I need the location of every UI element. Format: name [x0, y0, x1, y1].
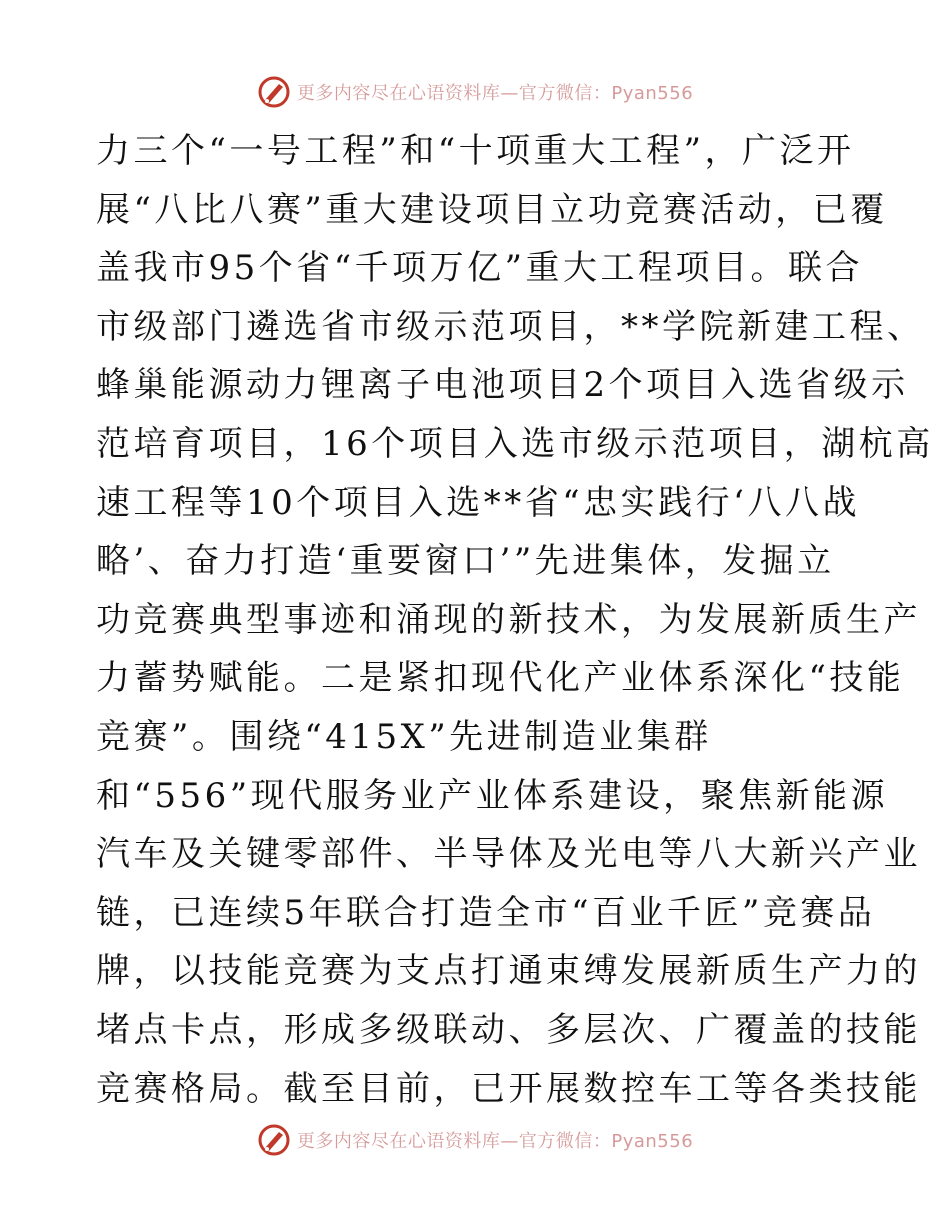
- header-watermark: [0, 72, 950, 112]
- pen-seal-logo-icon: [257, 75, 291, 109]
- body-line: 功竞赛典型事迹和涌现的新技术，为发展新质生产: [96, 599, 921, 640]
- body-line: 链，已连续5年联合打造全市“百业千匠”竞赛品: [96, 892, 876, 933]
- body-line: 和“556”现代服务业产业体系建设，聚焦新能源: [96, 775, 889, 816]
- body-line: 汽车及关键零部件、半导体及光电等八大新兴产业: [96, 834, 921, 875]
- body-line: 牌，以技能竞赛为支点打通束缚发展新质生产力的: [96, 951, 921, 992]
- document-body: [96, 122, 934, 1118]
- body-line: 蜂巢能源动力锂离子电池项目2个项目入选省级示: [96, 365, 909, 406]
- body-line: 竞赛格局。截至目前，已开展数控车工等各类技能: [96, 1068, 921, 1109]
- body-line: 竞赛”。围绕“415X”先进制造业集群: [96, 716, 712, 757]
- header-watermark-text: 更多内容尽在心语资料库—官方微信：Pyan556: [296, 83, 694, 104]
- body-line: 范培育项目，16个项目入选市级示范项目，湖杭高: [96, 423, 934, 464]
- body-line: 力蓄势赋能。二是紧扣现代化产业体系深化“技能: [96, 658, 905, 699]
- body-line: 速工程等10个项目入选**省“忠实践行‘八八战: [96, 482, 860, 523]
- body-line: 略’、奋力打造‘重要窗口’”先进集体，发掘立: [96, 541, 835, 582]
- footer-watermark: [0, 1120, 950, 1160]
- body-line: 力三个“一号工程”和“十项重大工程”，广泛开: [96, 131, 855, 171]
- body-line: 堵点卡点，形成多级联动、多层次、广覆盖的技能: [96, 1009, 921, 1050]
- body-line: 盖我市95个省“千项万亿”重大工程项目。联合: [96, 248, 864, 289]
- footer-watermark-text: 更多内容尽在心语资料库—官方微信：Pyan556: [296, 1131, 694, 1152]
- body-line: 展“八比八赛”重大建设项目立功竞赛活动，已覆: [96, 189, 888, 230]
- pen-seal-logo-icon: [257, 1123, 291, 1157]
- body-line: 市级部门遴选省市级示范项目，**学院新建工程、: [96, 306, 925, 347]
